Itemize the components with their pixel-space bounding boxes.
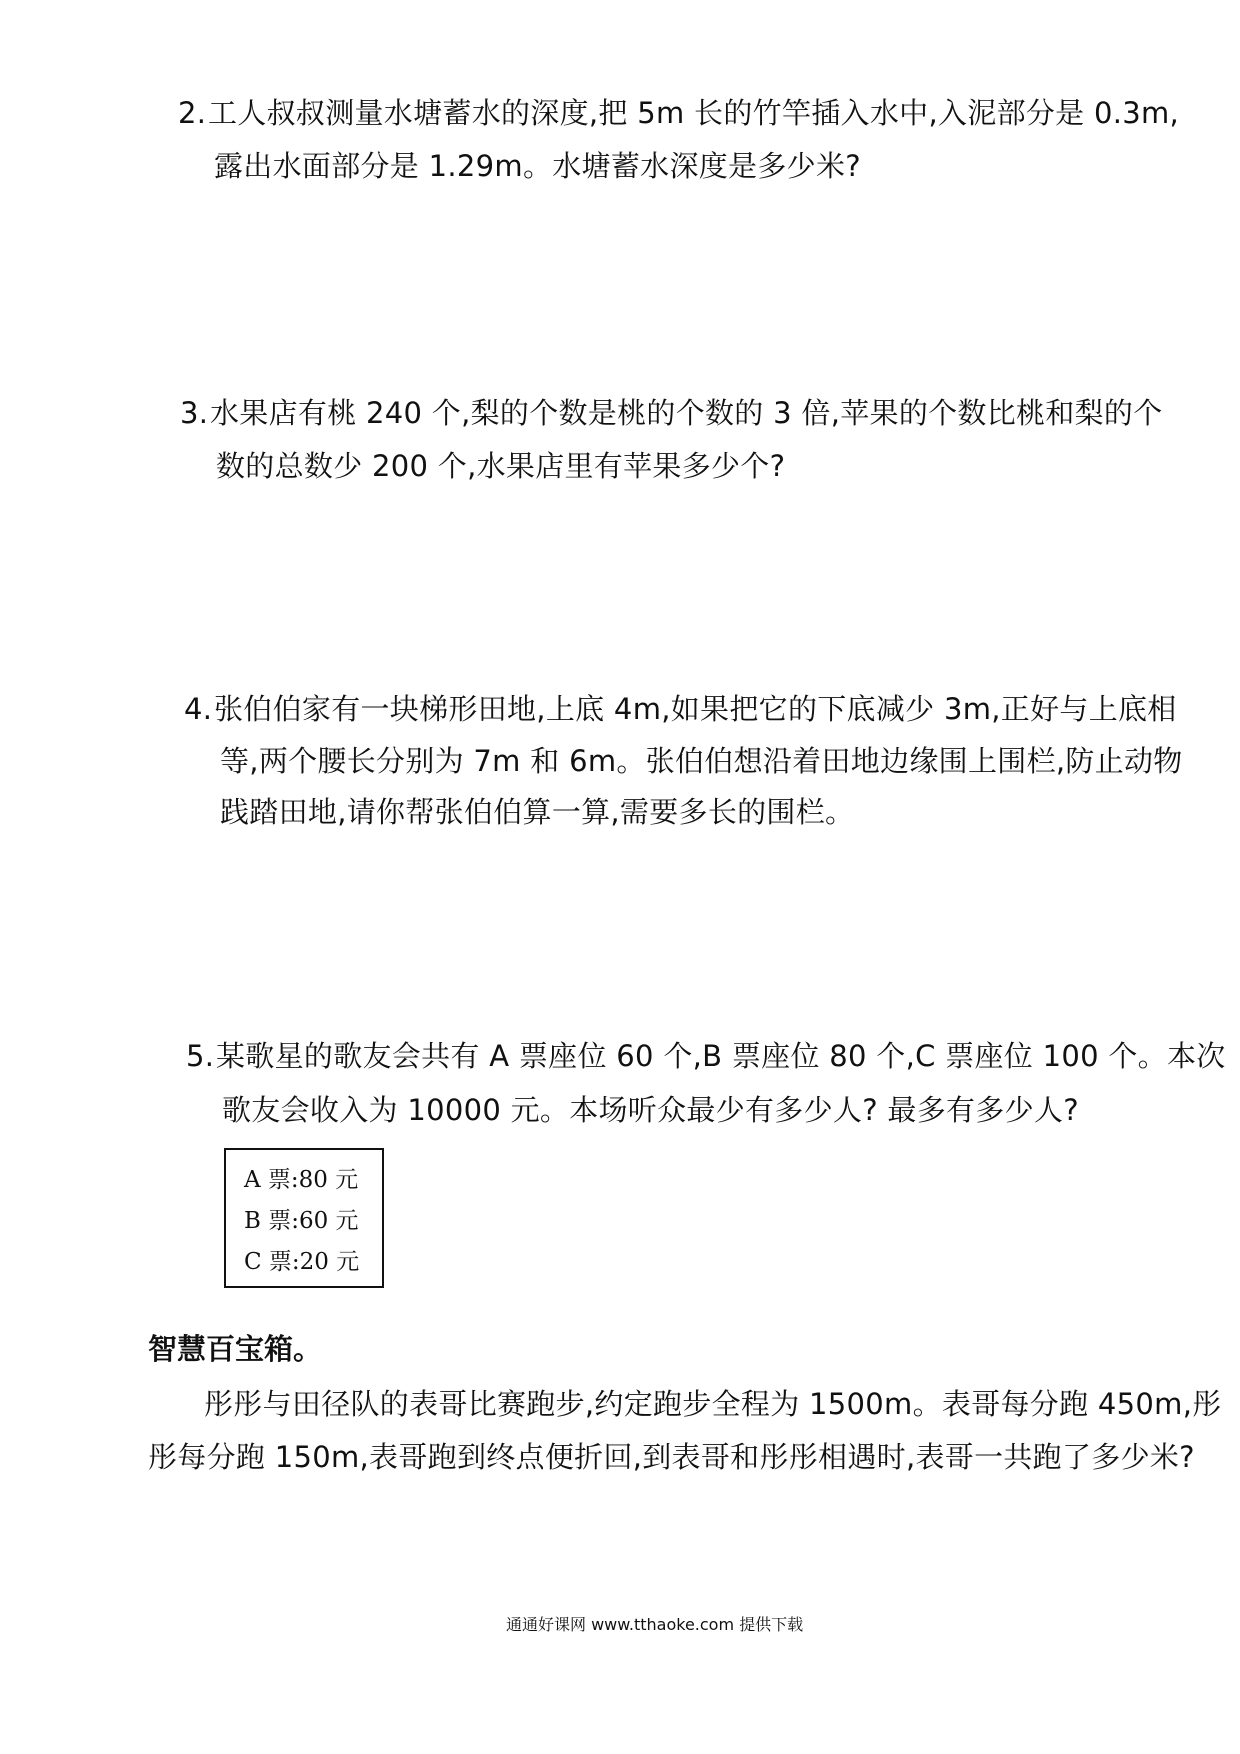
question-2-text-2: 露出水面部分是 1.29m。水塘蓄水深度是多少米? [214,149,861,183]
question-5-line-1 [186,1036,1226,1076]
question-5-number: 5. [186,1039,215,1073]
page-footer: 通通好课网 www.tthaoke.com 提供下载 [506,1615,804,1634]
question-4-line-1 [184,689,1177,729]
question-4-number: 4. [184,692,213,726]
question-3-line-1 [180,393,1163,433]
question-5-text-1: 某歌星的歌友会共有 A 票座位 60 个,B 票座位 80 个,C 票座位 100 个。本次 [216,1039,1226,1073]
question-2-number: 2. [178,96,207,130]
question-4-text-1: 张伯伯家有一块梯形田地,上底 4m,如果把它的下底减少 3m,正好与上底相 [214,692,1177,726]
question-4-text-3: 践踏田地,请你帮张伯伯算一算,需要多长的围栏。 [220,795,855,829]
ticket-price-a: A 票:80 元 [244,1167,359,1193]
ticket-price-c: C 票:20 元 [244,1249,360,1275]
question-5-text-2: 歌友会收入为 10000 元。本场听众最少有多少人? 最多有多少人? [222,1093,1079,1127]
question-4-text-2: 等,两个腰长分别为 7m 和 6m。张伯伯想沿着田地边缘围上围栏,防止动物 [220,744,1183,778]
question-2-text-1: 工人叔叔测量水塘蓄水的深度,把 5m 长的竹竿插入水中,入泥部分是 0.3m, [208,96,1180,130]
question-3-text-1: 水果店有桃 240 个,梨的个数是桃的个数的 3 倍,苹果的个数比桃和梨的个 [210,396,1163,430]
bonus-text-1: 彤彤与田径队的表哥比赛跑步,约定跑步全程为 1500m。表哥每分跑 450m,彤 [204,1387,1222,1421]
bonus-section-title: 智慧百宝箱。 [148,1332,323,1366]
ticket-price-box [224,1148,384,1288]
question-3-number: 3. [180,396,209,430]
bonus-text-2: 彤每分跑 150m,表哥跑到终点便折回,到表哥和彤彤相遇时,表哥一共跑了多少米? [148,1440,1195,1474]
question-2-line-1 [178,93,1179,133]
question-3-text-2: 数的总数少 200 个,水果店里有苹果多少个? [216,449,786,483]
ticket-price-b: B 票:60 元 [244,1208,359,1234]
